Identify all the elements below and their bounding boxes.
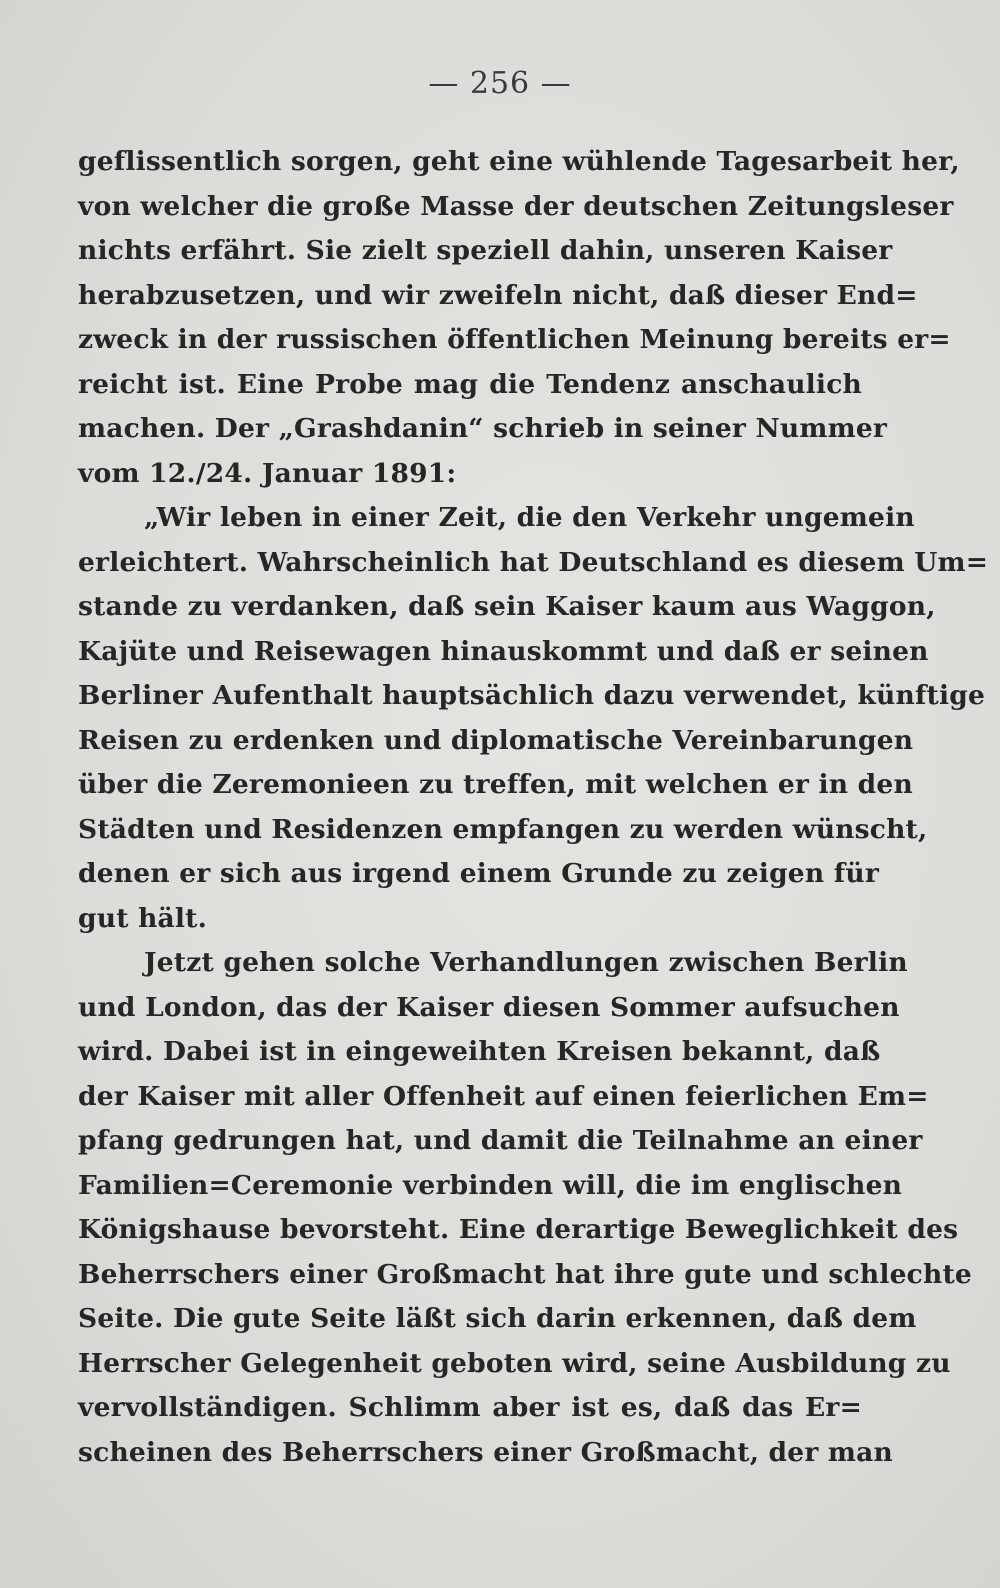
text-line: reicht ist. Eine Probe mag die Tendenz anschaulich: [78, 368, 862, 400]
text-line: denen er sich aus irgend einem Grunde zu zeigen für: [78, 858, 879, 889]
paragraph: [78, 140, 960, 496]
text-line: über die Zeremonieen zu treffen, mit welchen er in den: [78, 769, 913, 800]
text-line: Seite. Die gute Seite läßt sich darin erkennen, daß dem: [78, 1303, 917, 1334]
text-line: Kajüte und Reisewagen hinauskommt und daß er seinen: [78, 635, 929, 667]
text-line: erleichtert. Wahrscheinlich hat Deutschland es diesem Um=: [78, 546, 989, 578]
page-number: — 256 —: [428, 66, 572, 101]
text-line: der Kaiser mit aller Offenheit auf einen feierlichen Em=: [78, 1080, 929, 1112]
text-line: „Wir leben in einer Zeit, die den Verkehr ungemein: [144, 502, 915, 533]
text-line: und London, das der Kaiser diesen Sommer aufsuchen: [78, 991, 900, 1023]
paragraph: [78, 941, 972, 1475]
text-line: von welcher die große Masse der deutschen Zeitungsleser: [78, 190, 954, 222]
text-line: Berliner Aufenthalt hauptsächlich dazu verwendet, künftige: [78, 680, 986, 711]
text-line: nichts erfährt. Sie zielt speziell dahin, unseren Kaiser: [78, 235, 893, 266]
text-line: vom 12./24. Januar 1891:: [78, 457, 457, 489]
body-text: [78, 140, 989, 1475]
text-line: geflissentlich sorgen, geht eine wühlende Tagesarbeit her,: [78, 146, 960, 177]
text-line: stande zu verdanken, daß sein Kaiser kaum aus Waggon,: [78, 591, 936, 622]
text-line: Beherrschers einer Großmacht hat ihre gute und schlechte: [78, 1258, 972, 1290]
text-line: Jetzt gehen solche Verhandlungen zwischen Berlin: [144, 947, 908, 978]
text-line: Städten und Residenzen empfangen zu werden wünscht,: [78, 813, 928, 845]
text-line: herabzusetzen, und wir zweifeln nicht, daß dieser End=: [78, 279, 918, 311]
text-line: Königshause bevorsteht. Eine derartige Beweglichkeit des: [78, 1214, 959, 1245]
text-line: pfang gedrungen hat, und damit die Teilnahme an einer: [78, 1125, 923, 1156]
text-line: scheinen des Beherrschers einer Großmacht, der man: [78, 1436, 894, 1468]
text-line: zweck in der russischen öffentlichen Meinung bereits er=: [78, 324, 951, 355]
text-line: machen. Der „Grashdanin“ schrieb in seiner Nummer: [78, 413, 888, 444]
text-line: gut hält.: [78, 902, 208, 934]
text-line: vervollständigen. Schlimm aber ist es, daß das Er=: [78, 1392, 862, 1423]
text-line: wird. Dabei ist in eingeweihten Kreisen bekannt, daß: [78, 1036, 881, 1067]
text-line: Herrscher Gelegenheit geboten wird, seine Ausbildung zu: [78, 1347, 951, 1379]
paragraph: [78, 496, 989, 941]
text-line: Reisen zu erdenken und diplomatische Vereinbarungen: [78, 724, 914, 756]
text-line: Familien=Ceremonie verbinden will, die im englischen: [78, 1169, 903, 1201]
